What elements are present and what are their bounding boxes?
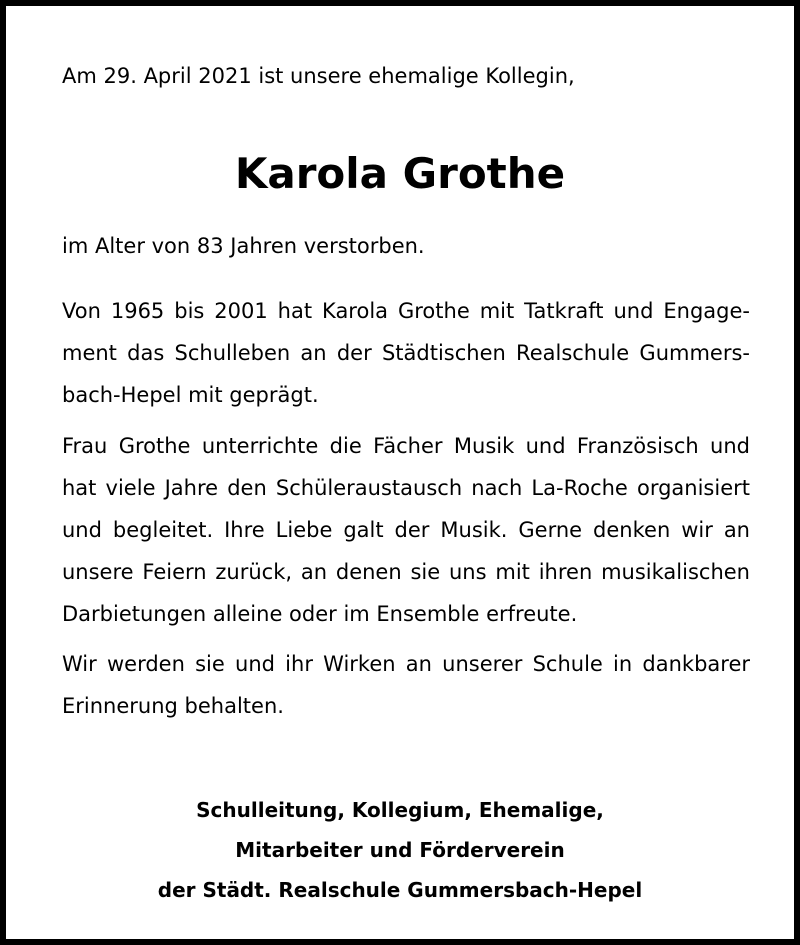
paragraph-line: Wir werden sie und ihr Wirken an unserer Schule in dankbarer: [62, 652, 750, 676]
paragraph-line: ment das Schulleben an der Städtischen Realschule Gummers-: [62, 341, 750, 365]
deceased-name: Karola Grothe: [234, 149, 566, 198]
paragraph-line: hat viele Jahre den Schüleraustausch nach La-Roche organisiert: [62, 476, 750, 500]
age-line: im Alter von 83 Jahren verstorben.: [62, 234, 425, 258]
signature-line: der Städt. Realschule Gummersbach-Hepel: [157, 878, 643, 902]
paragraph-line: Frau Grothe unterrichte die Fächer Musik und Französisch und: [62, 434, 750, 458]
paragraph-line: Von 1965 bis 2001 hat Karola Grothe mit Tatkraft und Engage-: [62, 299, 750, 323]
paragraph-line: Darbietungen alleine oder im Ensemble erfreute.: [62, 602, 578, 626]
paragraph-line: bach-Hepel mit geprägt.: [62, 383, 319, 407]
paragraph-line: unsere Feiern zurück, an denen sie uns mit ihren musikalischen: [62, 560, 750, 584]
signature-line: Mitarbeiter und Förderverein: [235, 838, 565, 862]
paragraph-line: und begleitet. Ihre Liebe galt der Musik. Gerne denken wir an: [62, 518, 750, 542]
intro-line: Am 29. April 2021 ist unsere ehemalige Kollegin,: [62, 64, 575, 88]
signature-line: Schulleitung, Kollegium, Ehemalige,: [196, 798, 604, 822]
paragraph-line: Erinnerung behalten.: [62, 694, 284, 718]
